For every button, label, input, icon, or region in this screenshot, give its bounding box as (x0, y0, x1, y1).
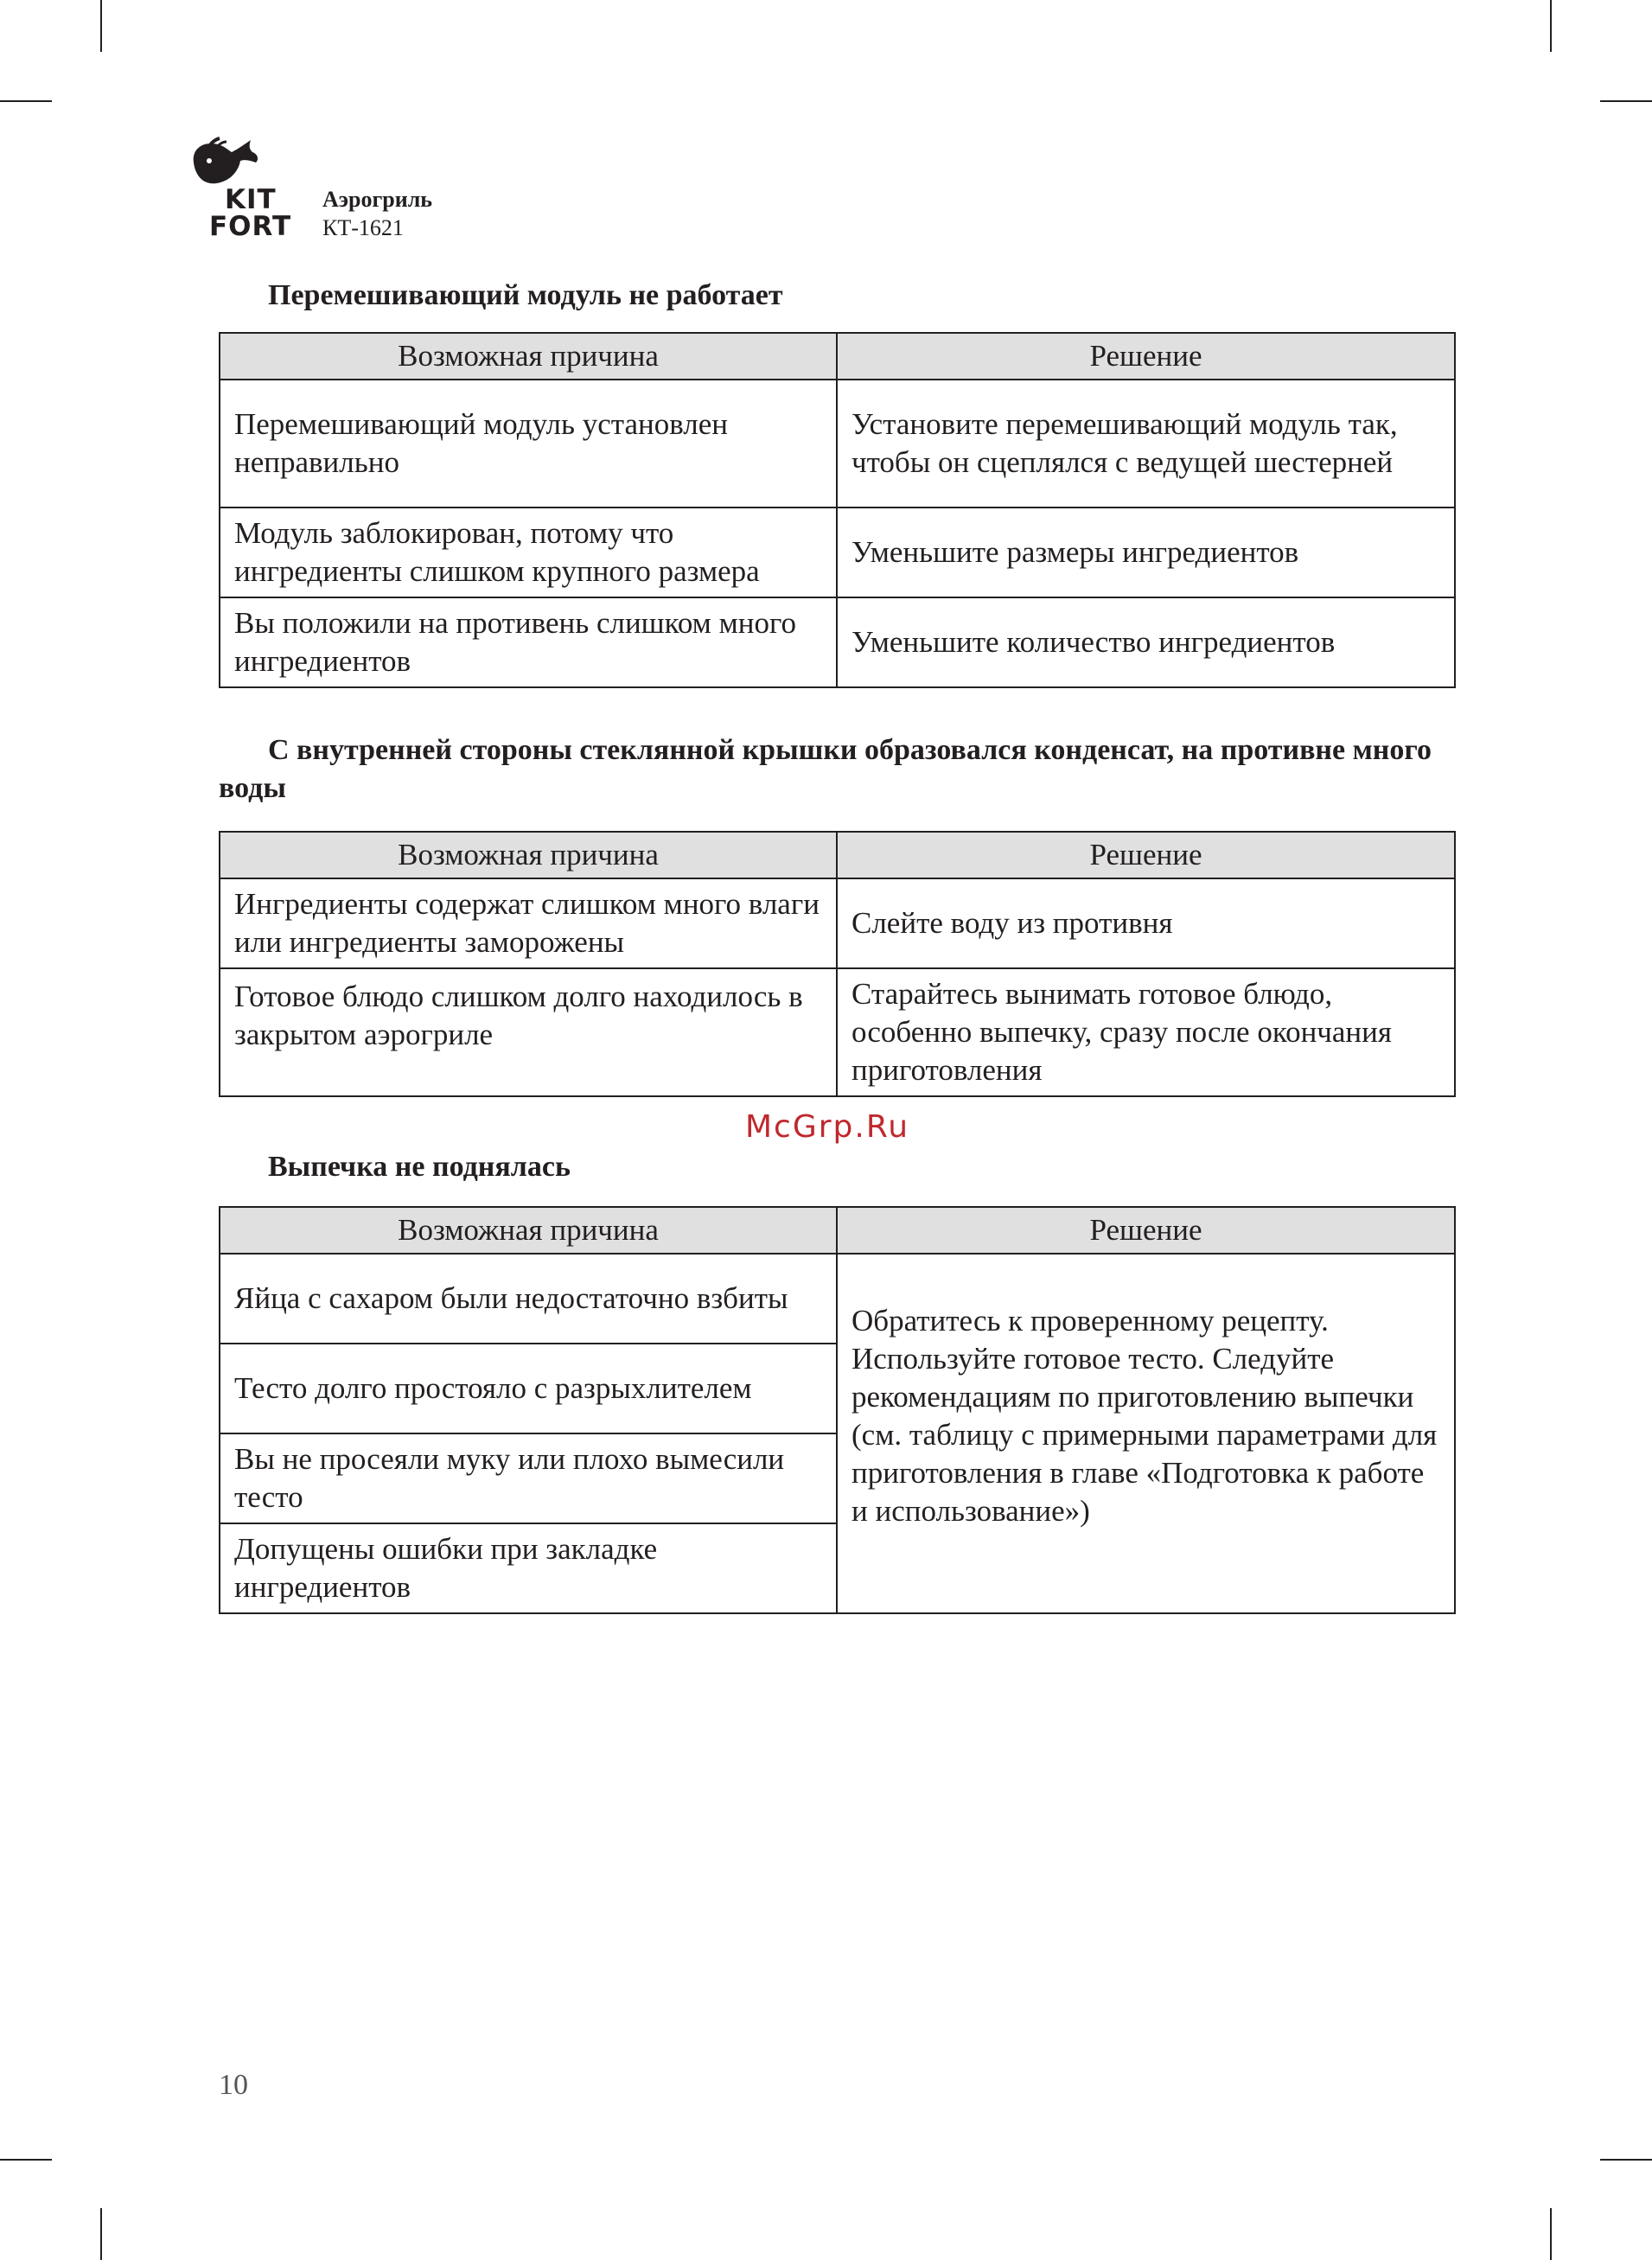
watermark: McGrp.Ru (745, 1109, 910, 1145)
crop-mark (1600, 100, 1652, 102)
product-model: КТ-1621 (322, 215, 404, 240)
crop-mark (1550, 0, 1552, 52)
solution-cell: Уменьшите количество ингредиентов (837, 597, 1455, 687)
table-row (220, 508, 1455, 597)
table-row (220, 878, 1455, 968)
table-row (220, 968, 1455, 1096)
logo-line-2: FORT (209, 211, 292, 242)
crop-mark (100, 0, 102, 52)
solution-cell: Обратитесь к проверенному рецепту. Используйте готовое тесто. Следуйте рекомендациям по приготовлению выпечки (см. таблицу с примерными параметрами для приготовления в главе «Подготовка к работе и использование») (837, 1254, 1455, 1613)
column-header-solution: Решение (837, 333, 1455, 380)
cause-cell: Допущены ошибки при закладке ингредиентов (220, 1523, 837, 1613)
page-number: 10 (219, 2069, 248, 2101)
product-title: Аэрогриль (322, 187, 433, 212)
cause-cell: Перемешивающий модуль установлен неправильно (220, 380, 837, 508)
cause-cell: Яйца с сахаром были недостаточно взбиты (220, 1254, 837, 1344)
column-header-cause: Возможная причина (220, 1207, 837, 1254)
troubleshooting-table (219, 831, 1456, 1097)
cause-cell: Модуль заблокирован, потому что ингредиенты слишком крупного размера (220, 508, 837, 597)
table-row (220, 597, 1455, 687)
table-row (220, 380, 1455, 508)
logo-text (209, 184, 292, 242)
whale-icon (188, 137, 261, 187)
crop-mark (0, 2159, 52, 2161)
cause-cell: Вы положили на противень слишком много ингредиентов (220, 597, 837, 687)
crop-mark (1600, 2159, 1652, 2161)
troubleshooting-table (219, 332, 1456, 688)
solution-cell: Уменьшите размеры ингредиентов (837, 508, 1455, 597)
crop-mark (0, 100, 52, 102)
column-header-cause: Возможная причина (220, 832, 837, 878)
crop-mark (100, 2208, 102, 2260)
solution-cell: Старайтесь вынимать готовое блюдо, особенно выпечку, сразу после окончания приготовления (837, 968, 1455, 1096)
logo-line-1: KIT (225, 184, 277, 215)
section-title: Перемешивающий модуль не работает (268, 279, 783, 311)
cause-cell: Вы не просеяли муку или плохо вымесили тесто (220, 1433, 837, 1523)
cause-cell: Тесто долго простояло с разрыхлителем (220, 1344, 837, 1433)
column-header-solution: Решение (837, 1207, 1455, 1254)
troubleshooting-table (219, 1206, 1456, 1614)
section-title: С внутренней стороны стеклянной крышки образовался конденсат, на противне много воды (219, 734, 1432, 804)
column-header-cause: Возможная причина (220, 333, 837, 380)
column-header-solution: Решение (837, 832, 1455, 878)
cause-cell: Ингредиенты содержат слишком много влаги или ингредиенты заморожены (220, 878, 837, 968)
solution-cell: Слейте воду из противня (837, 878, 1455, 968)
table-header-row (220, 333, 1455, 380)
table-header-row (220, 1207, 1455, 1254)
solution-cell: Установите перемешивающий модуль так, чтобы он сцеплялся с ведущей шестерней (837, 380, 1455, 508)
cause-cell: Готовое блюдо слишком долго находилось в закрытом аэрогриле (220, 968, 837, 1096)
table-row (220, 1254, 1455, 1344)
brand-logo (182, 137, 303, 249)
section-title: Выпечка не поднялась (268, 1151, 571, 1183)
crop-mark (1550, 2208, 1552, 2260)
table-header-row (220, 832, 1455, 878)
